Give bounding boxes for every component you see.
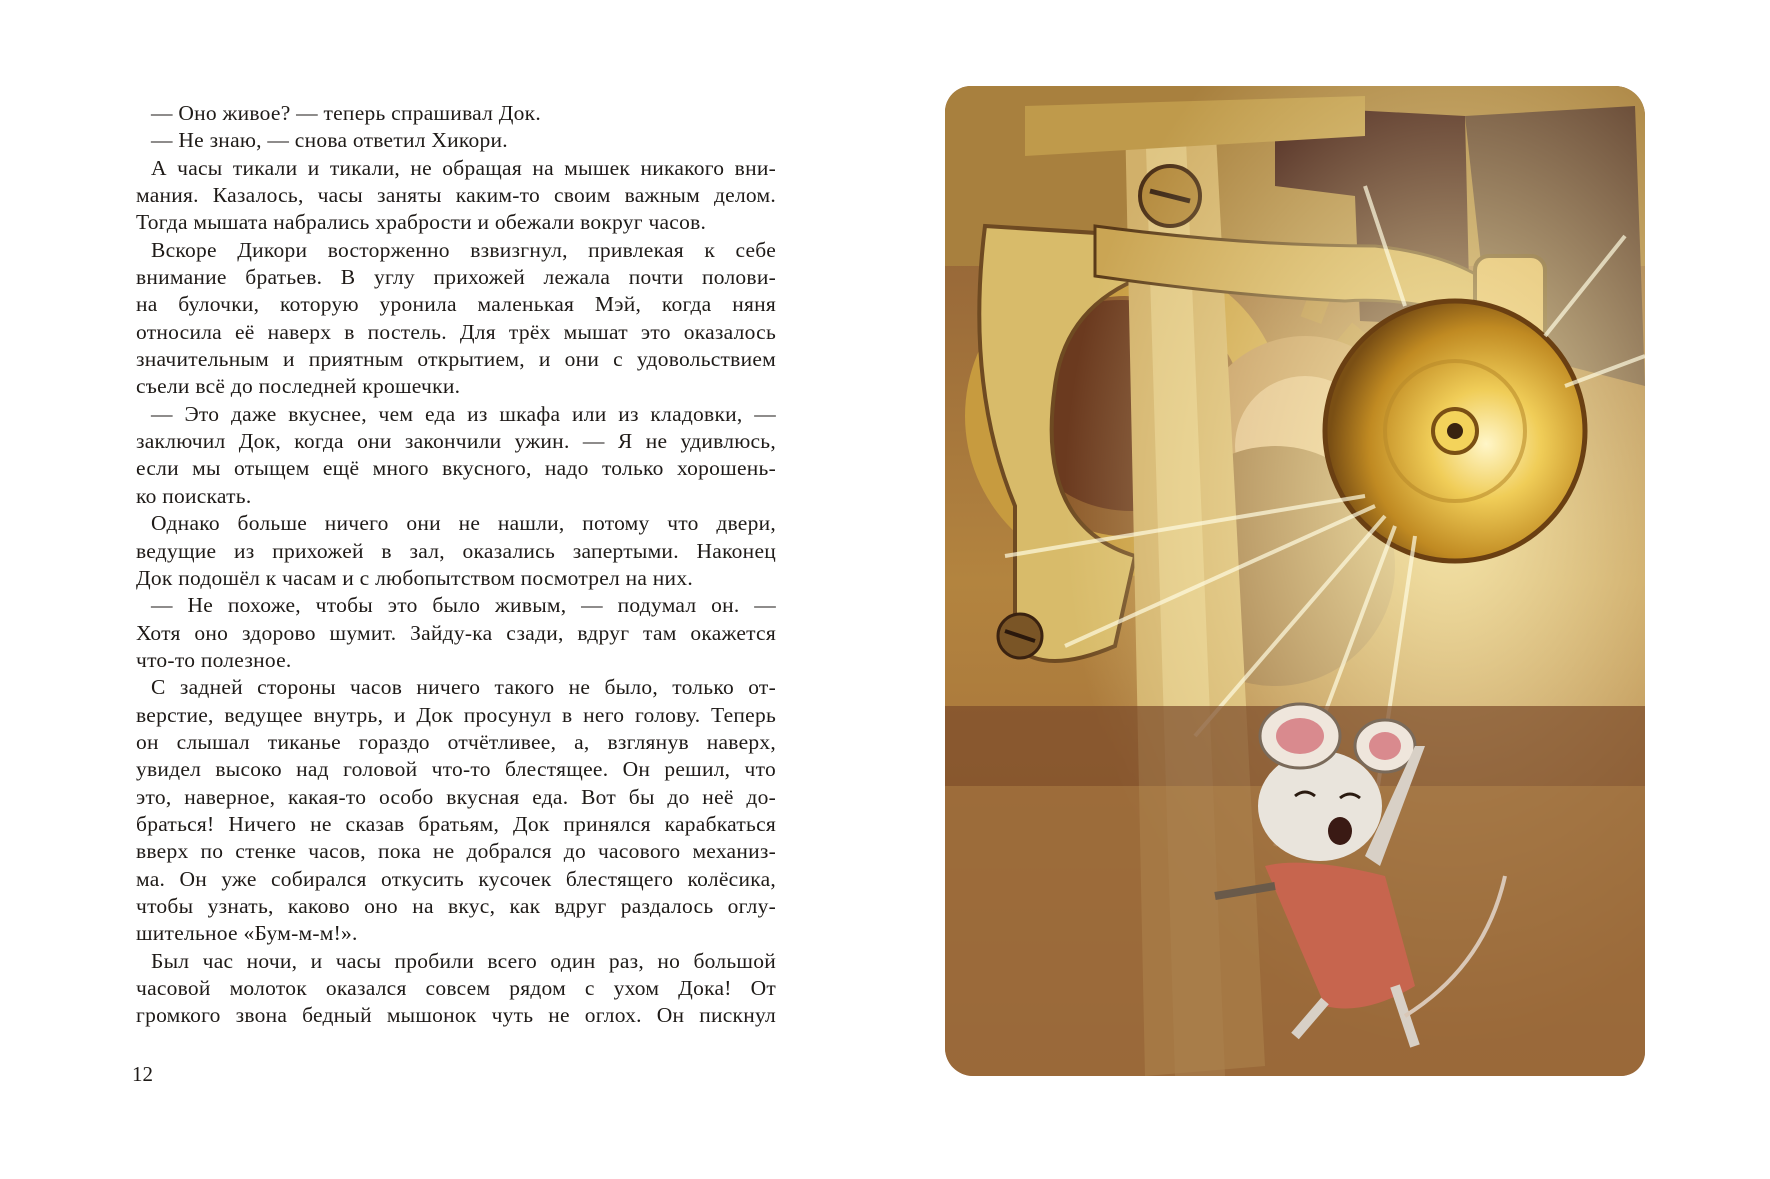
- text-line: увидел высоко над головой что-то блестящее. Он решил, что: [136, 757, 776, 782]
- text-line: внимание братьев. В углу прихожей лежала почти полови-: [136, 265, 776, 290]
- text-line: — Это даже вкуснее, чем еда из шкафа или из кладовки, —: [151, 401, 776, 426]
- text-line: шительное «Бум-м-м!».: [136, 921, 358, 946]
- text-line: что-то полезное.: [136, 647, 292, 672]
- text-line: чтобы узнать, каково оно на вкус, как вдруг раздалось оглу-: [136, 893, 776, 918]
- text-line: верстие, ведущее внутрь, и Док просунул в него голову. Теперь: [136, 702, 776, 727]
- text-line: часовой молоток оказался совсем рядом с ухом Дока! От: [136, 976, 776, 1000]
- text-line: А часы тикали и тикали, не обращая на мышек никакого вни-: [151, 155, 776, 180]
- text-line: Однако больше ничего они не нашли, потому что двери,: [151, 511, 776, 536]
- text-line: это, наверное, какая-то особо вкусная еда. Вот бы до неё до-: [136, 784, 776, 809]
- text-line: значительным и приятным открытием, и они с удовольствием: [136, 347, 776, 372]
- text-line: мания. Казалось, часы заняты каким-то своим важным делом.: [136, 183, 776, 208]
- text-line: браться! Ничего не сказав братьям, Док принялся карабкаться: [136, 811, 776, 836]
- text-line: ко поискать.: [136, 483, 252, 508]
- page-number: 12: [132, 1062, 153, 1086]
- text-line: С задней стороны часов ничего такого не было, только от-: [151, 675, 776, 700]
- illustration-art: [945, 86, 1645, 1076]
- text-line: — Не знаю, — снова ответил Хикори.: [151, 128, 508, 153]
- text-line: на булочки, которую уронила маленькая Мэй, когда няня: [136, 292, 776, 317]
- clock-mechanism-illustration: [945, 86, 1645, 1076]
- text-line: Хотя оно здорово шумит. Зайду-ка сзади, вдруг там окажется: [136, 620, 776, 645]
- text-line: он слышал тиканье гораздо отчётливее, а, взглянув наверх,: [136, 729, 776, 754]
- text-line: ма. Он уже собирался откусить кусочек блестящего колёсика,: [136, 866, 776, 891]
- text-line: Вскоре Дикори восторженно взвизгнул, привлекая к себе: [151, 237, 776, 262]
- text-line: — Оно живое? — теперь спрашивал Док.: [151, 101, 542, 125]
- text-line: Тогда мышата набрались храбрости и обежали вокруг часов.: [136, 210, 707, 235]
- text-line: — Не похоже, чтобы это было живым, — подумал он. —: [151, 593, 776, 618]
- text-line: съели всё до последней крошечки.: [136, 374, 461, 399]
- text-line: заключил Док, когда они закончили ужин. — Я не удивлюсь,: [136, 429, 776, 454]
- text-line: если мы отыщем ещё много вкусного, надо только хорошень-: [136, 456, 776, 481]
- text-line: относила её наверх в постель. Для трёх мышат это оказалось: [136, 319, 776, 344]
- text-line: ведущие из прихожей в зал, оказались запертыми. Наконец: [136, 538, 776, 563]
- text-line: Док подошёл к часам и с любопытством посмотрел на них.: [136, 565, 693, 590]
- text-line: вверх по стенке часов, пока не добрался до часового механиз-: [136, 839, 776, 864]
- text-line: Был час ночи, и часы пробили всего один раз, но большой: [151, 948, 776, 973]
- text-line: громкого звона бедный мышонок чуть не оглох. Он пискнул: [136, 1003, 776, 1028]
- text-page: [136, 100, 776, 1030]
